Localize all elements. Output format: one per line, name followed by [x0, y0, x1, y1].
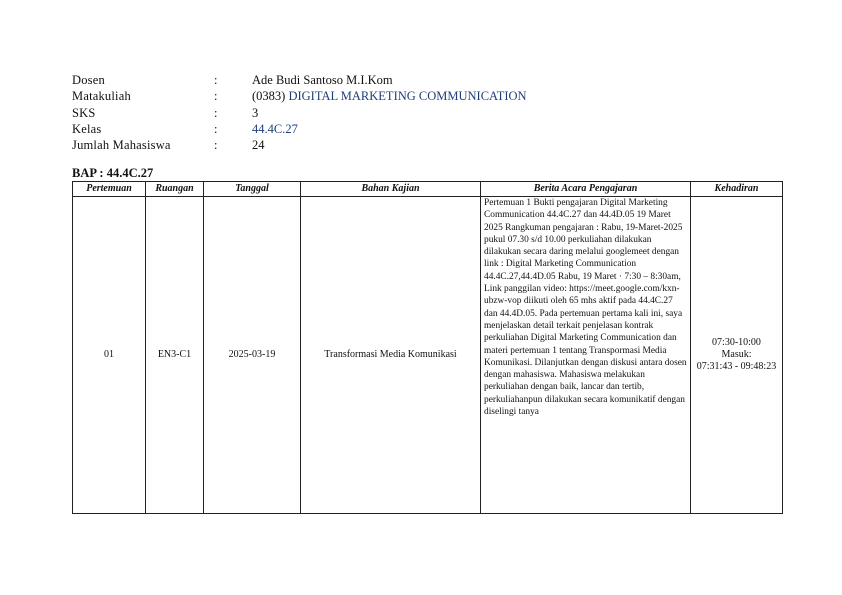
- header-kehadiran: Kehadiran: [691, 182, 783, 197]
- colon: :: [214, 89, 218, 104]
- kelas-value: 44.4C.27: [252, 121, 298, 136]
- berita-acara-text: Pertemuan 1 Bukti pengajaran Digital Marketing Communication 44.4C.27 dan 44.4D.05 19 Maret 2025 Rangkuman pengajaran : Rabu, 19-Maret-2025 pukul 07.30 s/d 10.00 perkuliahan dilakukan dilakukan secara daring melalui googlemeet dengan link : Digital Marketing Communication 44.4C.27,44.4D.05 Rabu, 19 Maret · 7:30 – 8:30am, Link panggilan video: https://meet.google.com/kxn-ubzw-vop diikuti oleh 65 mhs aktif pada 44.4C.27 dan 44.4D.05. Pada pertemuan pertama kali ini, saya menjelaskan detail terkait penjelasan kontrak perkuliahan Digital Marketing Communication dan materi pertemuan 1 tentang Transpormasi Media Komunikasi. Dilanjutkan dengan diskusi antara dosen dengan mahasiswa. Mahasiswa melakukan perkuliahan dengan baik, lancar dan tertib, perkuliahanpun dilakukan secara komunikatif dengan diselingi tanya: [484, 198, 687, 418]
- dosen-value: Ade Budi Santoso M.I.Kom: [252, 73, 393, 87]
- colon: :: [214, 105, 218, 120]
- jumlah-label: Jumlah Mahasiswa: [72, 138, 171, 153]
- header-bahan-kajian: Bahan Kajian: [301, 182, 481, 197]
- sks-label: SKS: [72, 105, 96, 120]
- colon: :: [214, 138, 218, 153]
- matakuliah-label: Matakuliah: [72, 89, 131, 104]
- bap-title: BAP : 44.4C.27: [72, 166, 154, 180]
- kelas-label: Kelas: [72, 121, 102, 136]
- header-tanggal: Tanggal: [204, 182, 301, 197]
- colon: :: [214, 73, 218, 87]
- kehadiran-masuk-label: Masuk:: [721, 349, 752, 360]
- cell-tanggal: 2025-03-19: [204, 197, 301, 514]
- matakuliah-code: (0383): [252, 89, 286, 104]
- course-info: [72, 72, 527, 153]
- table-header-row: [73, 182, 783, 197]
- bap-table: [72, 181, 783, 514]
- header-berita-acara: Berita Acara Pengajaran: [481, 182, 691, 197]
- info-row-kelas: [72, 121, 527, 137]
- cell-berita-acara: [481, 197, 691, 514]
- colon: :: [214, 121, 218, 136]
- table-row: [73, 197, 783, 514]
- jumlah-value: 24: [252, 138, 265, 153]
- matakuliah-name: DIGITAL MARKETING COMMUNICATION: [288, 89, 527, 104]
- matakuliah-value: [252, 88, 527, 104]
- header-ruangan: Ruangan: [146, 182, 204, 197]
- cell-kehadiran: [691, 197, 783, 514]
- info-row-matakuliah: [72, 88, 527, 104]
- cell-pertemuan: 01: [73, 197, 146, 514]
- cell-ruangan: EN3-C1: [146, 197, 204, 514]
- sks-value: 3: [252, 105, 259, 120]
- kehadiran-waktu: 07:31:43 - 09:48:23: [696, 361, 777, 372]
- info-row-sks: [72, 105, 527, 121]
- info-row-jumlah: [72, 137, 527, 153]
- header-pertemuan: Pertemuan: [73, 182, 146, 197]
- dosen-label: Dosen: [72, 73, 105, 87]
- kehadiran-jadwal: 07:30-10:00: [712, 337, 761, 348]
- cell-bahan-kajian: Transformasi Media Komunikasi: [301, 197, 481, 514]
- info-row-dosen: [72, 72, 527, 88]
